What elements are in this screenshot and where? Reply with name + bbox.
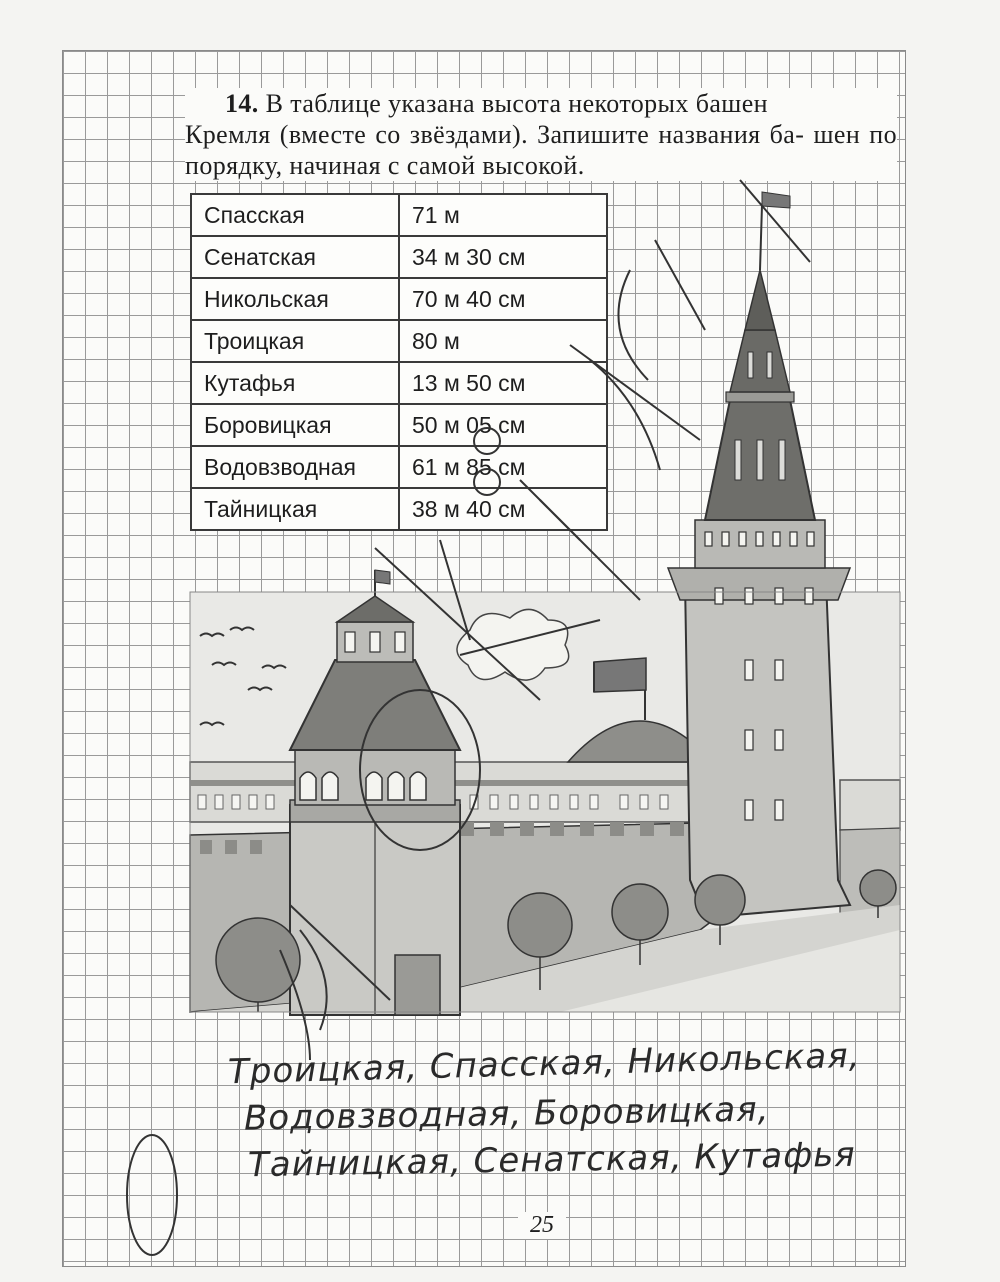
- tower-name: Боровицкая: [191, 404, 399, 446]
- tower-name: Сенатская: [191, 236, 399, 278]
- task-line-3: шен по порядку, начиная с самой высокой.: [185, 120, 897, 180]
- handwritten-answer-line-3: Тайницкая, Сенатская, Кутафья: [247, 1134, 857, 1186]
- tower-name: Тайницкая: [191, 488, 399, 530]
- tower-name: Кутафья: [191, 362, 399, 404]
- tower-name: Никольская: [191, 278, 399, 320]
- tower-height: 61 м 85 см: [399, 446, 607, 488]
- tower-name: Спасская: [191, 194, 399, 236]
- page-number: 25: [518, 1212, 566, 1239]
- tower-height: 38 м 40 см: [399, 488, 607, 530]
- tower-height: 70 м 40 см: [399, 278, 607, 320]
- task-line-1: В таблице указана высота некоторых башен: [265, 89, 768, 118]
- tower-height: 13 м 50 см: [399, 362, 607, 404]
- tower-name: Водовзводная: [191, 446, 399, 488]
- tower-height: 71 м: [399, 194, 607, 236]
- tower-name: Троицкая: [191, 320, 399, 362]
- handwritten-answer-line-1: Троицкая, Спасская, Никольская,: [227, 1035, 861, 1093]
- tower-height: 50 м 05 см: [399, 404, 607, 446]
- task-line-2: Кремля (вместе со звёздами). Запишите названия ба-: [185, 120, 805, 149]
- task-number: 14.: [225, 89, 259, 118]
- handwritten-answer-line-2: Водовзводная, Боровицкая,: [243, 1089, 770, 1139]
- tower-height: 80 м: [399, 320, 607, 362]
- tower-height: 34 м 30 см: [399, 236, 607, 278]
